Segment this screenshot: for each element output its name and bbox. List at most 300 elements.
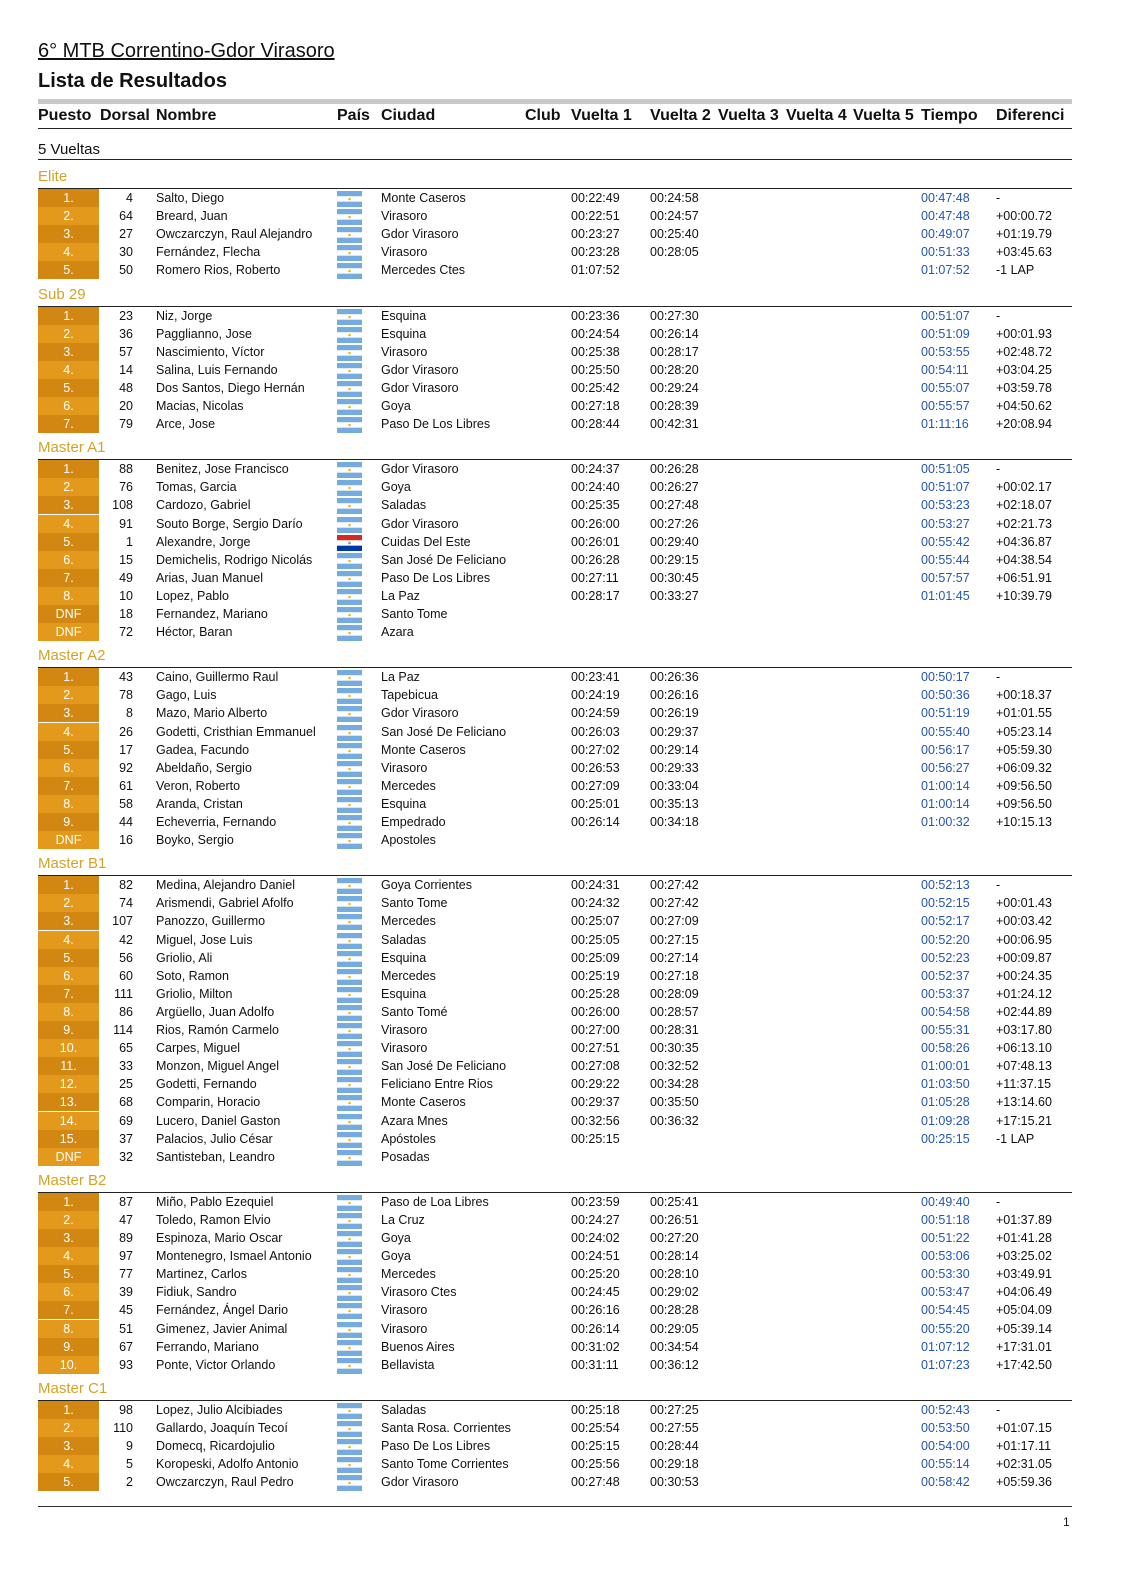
- lap-1-time: 00:27:09: [571, 778, 620, 793]
- total-time: 01:07:23: [921, 1357, 970, 1372]
- lap-2-time: 00:27:14: [650, 950, 699, 965]
- rider-name: Tomas, Garcia: [156, 480, 237, 495]
- table-row: [0, 1021, 1122, 1039]
- rider-name: Pagglianno, Jose: [156, 326, 252, 341]
- city: Saladas: [381, 498, 427, 513]
- position-cell: 8.: [38, 1003, 99, 1021]
- city: Santo Tome Corrientes: [381, 1457, 509, 1472]
- total-time: 00:51:33: [921, 245, 970, 260]
- time-difference: +02:18.07: [996, 498, 1052, 513]
- argentina-flag-icon: [337, 1041, 362, 1057]
- table-row: [0, 496, 1122, 514]
- bib-number: 14: [119, 362, 133, 377]
- lap-1-time: 00:23:27: [571, 227, 620, 242]
- argentina-flag-icon: [337, 1150, 362, 1166]
- lap-1-time: 00:23:36: [571, 308, 620, 323]
- lap-2-time: 00:26:19: [650, 706, 699, 721]
- lap-2-time: 00:29:14: [650, 742, 699, 757]
- table-row: [0, 1229, 1122, 1247]
- bib-number: 111: [113, 986, 133, 1001]
- position-cell: 5.: [38, 1265, 99, 1283]
- argentina-flag-icon: [337, 815, 362, 831]
- position-cell: 13.: [38, 1093, 99, 1111]
- total-time: 00:50:17: [921, 670, 970, 685]
- position-cell: 4.: [38, 243, 99, 261]
- position-cell: 7.: [38, 1301, 99, 1319]
- time-difference: +17:15.21: [996, 1113, 1052, 1128]
- argentina-flag-icon: [337, 191, 362, 207]
- bib-number: 33: [119, 1059, 133, 1074]
- lap-2-time: 00:34:18: [650, 815, 699, 829]
- table-row: [0, 325, 1122, 343]
- position-cell: 5.: [38, 261, 99, 279]
- argentina-flag-icon: [337, 1340, 362, 1356]
- city: Santa Rosa. Corrientes: [381, 1420, 511, 1435]
- city: Santo Tome: [381, 607, 448, 621]
- argentina-flag-icon: [337, 1285, 362, 1301]
- table-header: [0, 107, 1122, 129]
- paraguay-flag-icon: [337, 535, 362, 551]
- lap-2-time: 00:26:51: [650, 1212, 699, 1227]
- city: Virasoro: [381, 1041, 428, 1056]
- rider-name: Romero Rios, Roberto: [156, 263, 281, 278]
- bib-number: 114: [113, 1023, 133, 1037]
- position-cell: 2.: [38, 894, 99, 912]
- bib-number: 8: [126, 706, 133, 721]
- argentina-flag-icon: [337, 1132, 362, 1148]
- total-time: 01:00:01: [921, 1059, 970, 1074]
- lap-1-time: 00:26:16: [571, 1303, 620, 1318]
- argentina-flag-icon: [337, 1023, 362, 1039]
- lap-1-time: 00:24:02: [571, 1231, 620, 1245]
- bib-number: 36: [119, 326, 133, 341]
- total-time: 00:53:47: [921, 1285, 970, 1300]
- position-cell: 5.: [38, 379, 99, 397]
- time-difference: -: [996, 670, 1001, 685]
- lap-2-time: 00:29:18: [650, 1457, 699, 1472]
- lap-2-time: 00:29:40: [650, 534, 699, 549]
- rider-name: Macias, Nicolas: [156, 399, 244, 413]
- lap-1-time: 00:22:51: [571, 209, 620, 224]
- lap-1-time: 00:24:31: [571, 878, 620, 893]
- total-time: 00:54:45: [921, 1303, 970, 1318]
- table-row: [0, 243, 1122, 261]
- lap-2-time: 00:42:31: [650, 417, 699, 432]
- bib-number: 58: [119, 796, 133, 811]
- time-difference: +01:24.12: [996, 986, 1052, 1001]
- city: Mercedes Ctes: [381, 263, 466, 278]
- time-difference: +05:59.36: [996, 1475, 1052, 1490]
- city: Mercedes: [381, 914, 436, 929]
- total-time: 01:07:12: [921, 1339, 970, 1354]
- position-cell: 11.: [38, 1057, 99, 1075]
- time-difference: +20:08.94: [996, 417, 1052, 432]
- time-difference: +10:15.13: [996, 815, 1052, 829]
- position-cell: 6.: [38, 759, 99, 777]
- col-vuelta-3: Vuelta 3: [718, 107, 779, 124]
- lap-1-time: 00:29:37: [571, 1095, 620, 1110]
- table-row: [0, 741, 1122, 759]
- time-difference: +01:17.11: [996, 1439, 1052, 1453]
- lap-2-time: 00:26:14: [650, 326, 699, 341]
- position-cell: 1.: [38, 1193, 99, 1211]
- city: Mercedes: [381, 778, 436, 793]
- rider-name: Panozzo, Guillermo: [156, 914, 266, 929]
- total-time: 00:47:48: [921, 209, 970, 224]
- argentina-flag-icon: [337, 625, 362, 641]
- lap-1-time: 00:24:54: [571, 326, 620, 341]
- position-cell: 3.: [38, 1229, 99, 1247]
- time-difference: +04:06.49: [996, 1285, 1052, 1300]
- total-time: 00:58:26: [921, 1041, 970, 1056]
- table-row: [0, 1211, 1122, 1229]
- rider-name: Koropeski, Adolfo Antonio: [156, 1457, 299, 1472]
- lap-2-time: 00:30:35: [650, 1041, 699, 1056]
- lap-2-time: 00:27:48: [650, 498, 699, 513]
- time-difference: +03:59.78: [996, 380, 1052, 395]
- bib-number: 26: [119, 724, 133, 739]
- total-time: 00:51:09: [921, 326, 970, 341]
- lap-2-time: 00:28:10: [650, 1267, 699, 1282]
- bib-number: 18: [119, 607, 133, 621]
- rider-name: Abeldaño, Sergio: [156, 760, 252, 775]
- lap-2-time: 00:28:14: [650, 1249, 699, 1264]
- table-row: [0, 967, 1122, 985]
- rider-name: Soto, Ramon: [156, 968, 229, 983]
- rider-name: Caino, Guillermo Raul: [156, 670, 279, 685]
- lap-2-time: 00:35:50: [650, 1095, 699, 1110]
- argentina-flag-icon: [337, 417, 362, 433]
- lap-2-time: 00:33:04: [650, 778, 699, 793]
- bib-number: 108: [112, 498, 133, 513]
- rider-name: Salina, Luis Fernando: [156, 362, 278, 377]
- rider-name: Boyko, Sergio: [156, 833, 234, 848]
- total-time: 01:00:14: [921, 796, 970, 811]
- lap-1-time: 00:25:28: [571, 986, 620, 1001]
- time-difference: +07:48.13: [996, 1059, 1052, 1074]
- lap-2-time: 00:24:57: [650, 209, 699, 224]
- table-row: [0, 1193, 1122, 1211]
- total-time: 01:03:50: [921, 1077, 970, 1092]
- rider-name: Godetti, Fernando: [156, 1077, 257, 1092]
- bib-number: 23: [119, 308, 133, 323]
- table-row: [0, 931, 1122, 949]
- lap-2-time: 00:27:25: [650, 1402, 699, 1417]
- argentina-flag-icon: [337, 1195, 362, 1211]
- table-row: [0, 1473, 1122, 1491]
- bib-number: 91: [119, 516, 133, 531]
- lap-1-time: 00:25:56: [571, 1457, 620, 1472]
- lap-2-time: 00:28:05: [650, 245, 699, 260]
- table-row: [0, 704, 1122, 722]
- table-row: [0, 795, 1122, 813]
- rider-name: Fidiuk, Sandro: [156, 1285, 237, 1300]
- time-difference: +03:17.80: [996, 1023, 1052, 1037]
- col-nombre: Nombre: [156, 107, 217, 124]
- city: Bellavista: [381, 1357, 435, 1372]
- argentina-flag-icon: [337, 571, 362, 587]
- argentina-flag-icon: [337, 1213, 362, 1229]
- lap-2-time: 00:30:53: [650, 1475, 699, 1490]
- col-vuelta-4: Vuelta 4: [786, 107, 847, 124]
- argentina-flag-icon: [337, 743, 362, 759]
- total-time: 00:52:20: [921, 932, 970, 947]
- lap-2-time: 00:27:26: [650, 516, 699, 531]
- col-vuelta-5: Vuelta 5: [853, 107, 914, 124]
- lap-1-time: 00:26:03: [571, 724, 620, 739]
- time-difference: +00:09.87: [996, 950, 1052, 965]
- position-cell: 6.: [38, 967, 99, 985]
- total-time: 00:53:30: [921, 1267, 970, 1282]
- table-row: [0, 831, 1122, 849]
- bib-number: 79: [119, 417, 133, 432]
- rider-name: Comparin, Horacio: [156, 1095, 261, 1110]
- rider-name: Ponte, Victor Orlando: [156, 1357, 276, 1372]
- lap-1-time: 00:25:05: [571, 932, 620, 947]
- rider-name: Mazo, Mario Alberto: [156, 706, 268, 721]
- position-cell: 5.: [38, 949, 99, 967]
- time-difference: +11:37.15: [996, 1077, 1052, 1092]
- time-difference: +17:31.01: [996, 1339, 1052, 1354]
- argentina-flag-icon: [337, 227, 362, 243]
- time-difference: +03:49.91: [996, 1267, 1052, 1282]
- table-row: [0, 686, 1122, 704]
- city: Cuidas Del Este: [381, 534, 471, 549]
- bib-number: 107: [112, 914, 133, 929]
- table-row: [0, 515, 1122, 533]
- lap-1-time: 00:23:59: [571, 1194, 620, 1209]
- table-row: [0, 912, 1122, 930]
- bib-number: 48: [119, 380, 133, 395]
- time-difference: -1 LAP: [996, 1131, 1035, 1146]
- city: Paso De Los Libres: [381, 570, 491, 585]
- city: Saladas: [381, 1402, 427, 1417]
- bib-number: 93: [119, 1357, 133, 1372]
- bib-number: 2: [126, 1475, 133, 1490]
- lap-2-time: 00:27:18: [650, 968, 699, 983]
- total-time: 00:55:07: [921, 380, 970, 395]
- rider-name: Cardozo, Gabriel: [156, 498, 251, 513]
- bib-number: 15: [119, 552, 133, 567]
- city: Goya: [381, 1231, 411, 1245]
- argentina-flag-icon: [337, 951, 362, 967]
- table-row: [0, 1112, 1122, 1130]
- time-difference: +02:31.05: [996, 1457, 1052, 1472]
- city: Posadas: [381, 1149, 430, 1164]
- table-row: [0, 894, 1122, 912]
- lap-1-time: 00:25:15: [571, 1439, 620, 1453]
- lap-1-time: 00:28:44: [571, 417, 620, 432]
- city: Virasoro: [381, 1321, 428, 1336]
- table-row: [0, 343, 1122, 361]
- table-row: [0, 1419, 1122, 1437]
- city: Empedrado: [381, 815, 446, 829]
- argentina-flag-icon: [337, 833, 362, 849]
- rider-name: Monzon, Miguel Angel: [156, 1059, 279, 1074]
- argentina-flag-icon: [337, 498, 362, 514]
- city: La Cruz: [381, 1212, 425, 1227]
- table-row: [0, 415, 1122, 433]
- time-difference: +01:01.55: [996, 706, 1052, 721]
- col-vuelta-1: Vuelta 1: [571, 107, 632, 124]
- total-time: 00:52:15: [921, 896, 970, 911]
- bib-number: 42: [119, 932, 133, 947]
- city: Virasoro: [381, 1023, 428, 1037]
- argentina-flag-icon: [337, 1267, 362, 1283]
- rider-name: Benitez, Jose Francisco: [156, 462, 289, 477]
- bib-number: 61: [119, 778, 133, 793]
- total-time: 00:51:19: [921, 706, 970, 721]
- total-time: 00:55:20: [921, 1321, 970, 1336]
- lap-1-time: 00:25:19: [571, 968, 620, 983]
- bib-number: 51: [119, 1321, 133, 1336]
- bib-number: 39: [119, 1285, 133, 1300]
- city: Goya: [381, 399, 411, 413]
- rider-name: Medina, Alejandro Daniel: [156, 878, 295, 893]
- rider-name: Carpes, Miguel: [156, 1041, 241, 1056]
- argentina-flag-icon: [337, 1475, 362, 1491]
- city: Paso De Los Libres: [381, 1439, 491, 1453]
- city: Mercedes: [381, 1267, 436, 1282]
- position-cell: 15.: [38, 1130, 99, 1148]
- position-cell: 6.: [38, 397, 99, 415]
- rider-name: Palacios, Julio César: [156, 1131, 273, 1146]
- bib-number: 45: [119, 1303, 133, 1318]
- time-difference: -: [996, 1402, 1001, 1417]
- table-row: [0, 1075, 1122, 1093]
- city: Paso de Loa Libres: [381, 1194, 489, 1209]
- position-cell: 7.: [38, 777, 99, 795]
- rider-name: Toledo, Ramon Elvio: [156, 1212, 271, 1227]
- position-cell: 4.: [38, 1247, 99, 1265]
- lap-2-time: 00:27:42: [650, 878, 699, 893]
- footer-divider: [38, 1506, 1072, 1507]
- position-cell: DNF: [38, 1148, 99, 1166]
- city: Gdor Virasoro: [381, 516, 459, 531]
- total-time: 00:51:18: [921, 1212, 970, 1227]
- table-row: [0, 623, 1122, 641]
- total-time: 00:54:00: [921, 1439, 970, 1453]
- lap-1-time: 00:25:20: [571, 1267, 620, 1282]
- lap-2-time: 00:27:20: [650, 1231, 699, 1245]
- city: Monte Caseros: [381, 742, 466, 757]
- rider-name: Griolio, Ali: [156, 950, 213, 965]
- rider-name: Nascimiento, Víctor: [156, 344, 265, 359]
- table-row: [0, 949, 1122, 967]
- lap-1-time: 01:07:52: [571, 263, 620, 278]
- table-row: [0, 1437, 1122, 1455]
- col-vuelta-2: Vuelta 2: [650, 107, 711, 124]
- category-title: Master A1: [38, 439, 106, 457]
- city: Goya: [381, 1249, 411, 1264]
- table-row: [0, 1401, 1122, 1419]
- lap-1-time: 00:24:27: [571, 1212, 620, 1227]
- argentina-flag-icon: [337, 1114, 362, 1130]
- lap-1-time: 00:25:50: [571, 362, 620, 377]
- position-cell: 2.: [38, 325, 99, 343]
- city: Virasoro: [381, 344, 428, 359]
- rider-name: Griolio, Milton: [156, 986, 233, 1001]
- total-time: 00:57:57: [921, 570, 970, 585]
- lap-1-time: 00:25:18: [571, 1402, 620, 1417]
- table-row: [0, 985, 1122, 1003]
- time-difference: +09:56.50: [996, 778, 1052, 793]
- total-time: 00:25:15: [921, 1131, 970, 1146]
- total-time: 01:01:45: [921, 588, 970, 603]
- time-difference: +00:24.35: [996, 968, 1052, 983]
- lap-1-time: 00:28:17: [571, 588, 620, 603]
- bib-number: 16: [119, 833, 133, 848]
- time-difference: +03:25.02: [996, 1249, 1052, 1264]
- argentina-flag-icon: [337, 933, 362, 949]
- rider-name: Alexandre, Jorge: [156, 534, 251, 549]
- argentina-flag-icon: [337, 914, 362, 930]
- bib-number: 88: [119, 462, 133, 477]
- lap-1-time: 00:26:53: [571, 760, 620, 775]
- argentina-flag-icon: [337, 797, 362, 813]
- time-difference: +02:21.73: [996, 516, 1052, 531]
- argentina-flag-icon: [337, 725, 362, 741]
- total-time: 00:55:57: [921, 399, 970, 413]
- lap-1-time: 00:23:41: [571, 670, 620, 685]
- lap-2-time: 00:26:27: [650, 480, 699, 495]
- category-title: Master C1: [38, 1379, 108, 1397]
- table-row: [0, 876, 1122, 894]
- rider-name: Fernández, Ángel Dario: [156, 1303, 289, 1318]
- total-time: 00:50:36: [921, 688, 970, 703]
- lap-1-time: 00:24:40: [571, 480, 620, 495]
- argentina-flag-icon: [337, 1005, 362, 1021]
- lap-2-time: 00:34:28: [650, 1077, 699, 1092]
- lap-1-time: 00:23:28: [571, 245, 620, 260]
- table-row: [0, 1320, 1122, 1338]
- lap-1-time: 00:24:19: [571, 688, 620, 703]
- total-time: 00:51:22: [921, 1231, 970, 1245]
- col-ciudad: Ciudad: [381, 107, 436, 124]
- position-cell: 3.: [38, 343, 99, 361]
- argentina-flag-icon: [337, 670, 362, 686]
- total-time: 00:55:14: [921, 1457, 970, 1472]
- argentina-flag-icon: [337, 1249, 362, 1265]
- time-difference: +02:44.89: [996, 1004, 1052, 1019]
- rider-name: Santisteban, Leandro: [156, 1149, 275, 1164]
- bib-number: 60: [119, 968, 133, 983]
- lap-2-time: 00:30:45: [650, 570, 699, 585]
- position-cell: 5.: [38, 741, 99, 759]
- lap-1-time: 00:25:15: [571, 1131, 620, 1146]
- time-difference: +06:09.32: [996, 760, 1052, 775]
- total-time: 00:55:44: [921, 552, 970, 567]
- lap-1-time: 00:26:00: [571, 1004, 620, 1019]
- laps-divider: [38, 159, 1072, 160]
- lap-1-time: 00:32:56: [571, 1113, 620, 1128]
- total-time: 01:07:52: [921, 263, 970, 278]
- city: Saladas: [381, 932, 427, 947]
- bib-number: 57: [119, 344, 133, 359]
- bib-number: 87: [119, 1194, 133, 1209]
- time-difference: +00:03.42: [996, 914, 1052, 929]
- table-row: [0, 1301, 1122, 1319]
- position-cell: 10.: [38, 1039, 99, 1057]
- lap-2-time: 00:36:32: [650, 1113, 699, 1128]
- argentina-flag-icon: [337, 381, 362, 397]
- position-cell: 9.: [38, 813, 99, 831]
- table-row: [0, 551, 1122, 569]
- bib-number: 20: [119, 399, 133, 413]
- position-cell: 2.: [38, 207, 99, 225]
- total-time: 00:52:23: [921, 950, 970, 965]
- table-row: [0, 307, 1122, 325]
